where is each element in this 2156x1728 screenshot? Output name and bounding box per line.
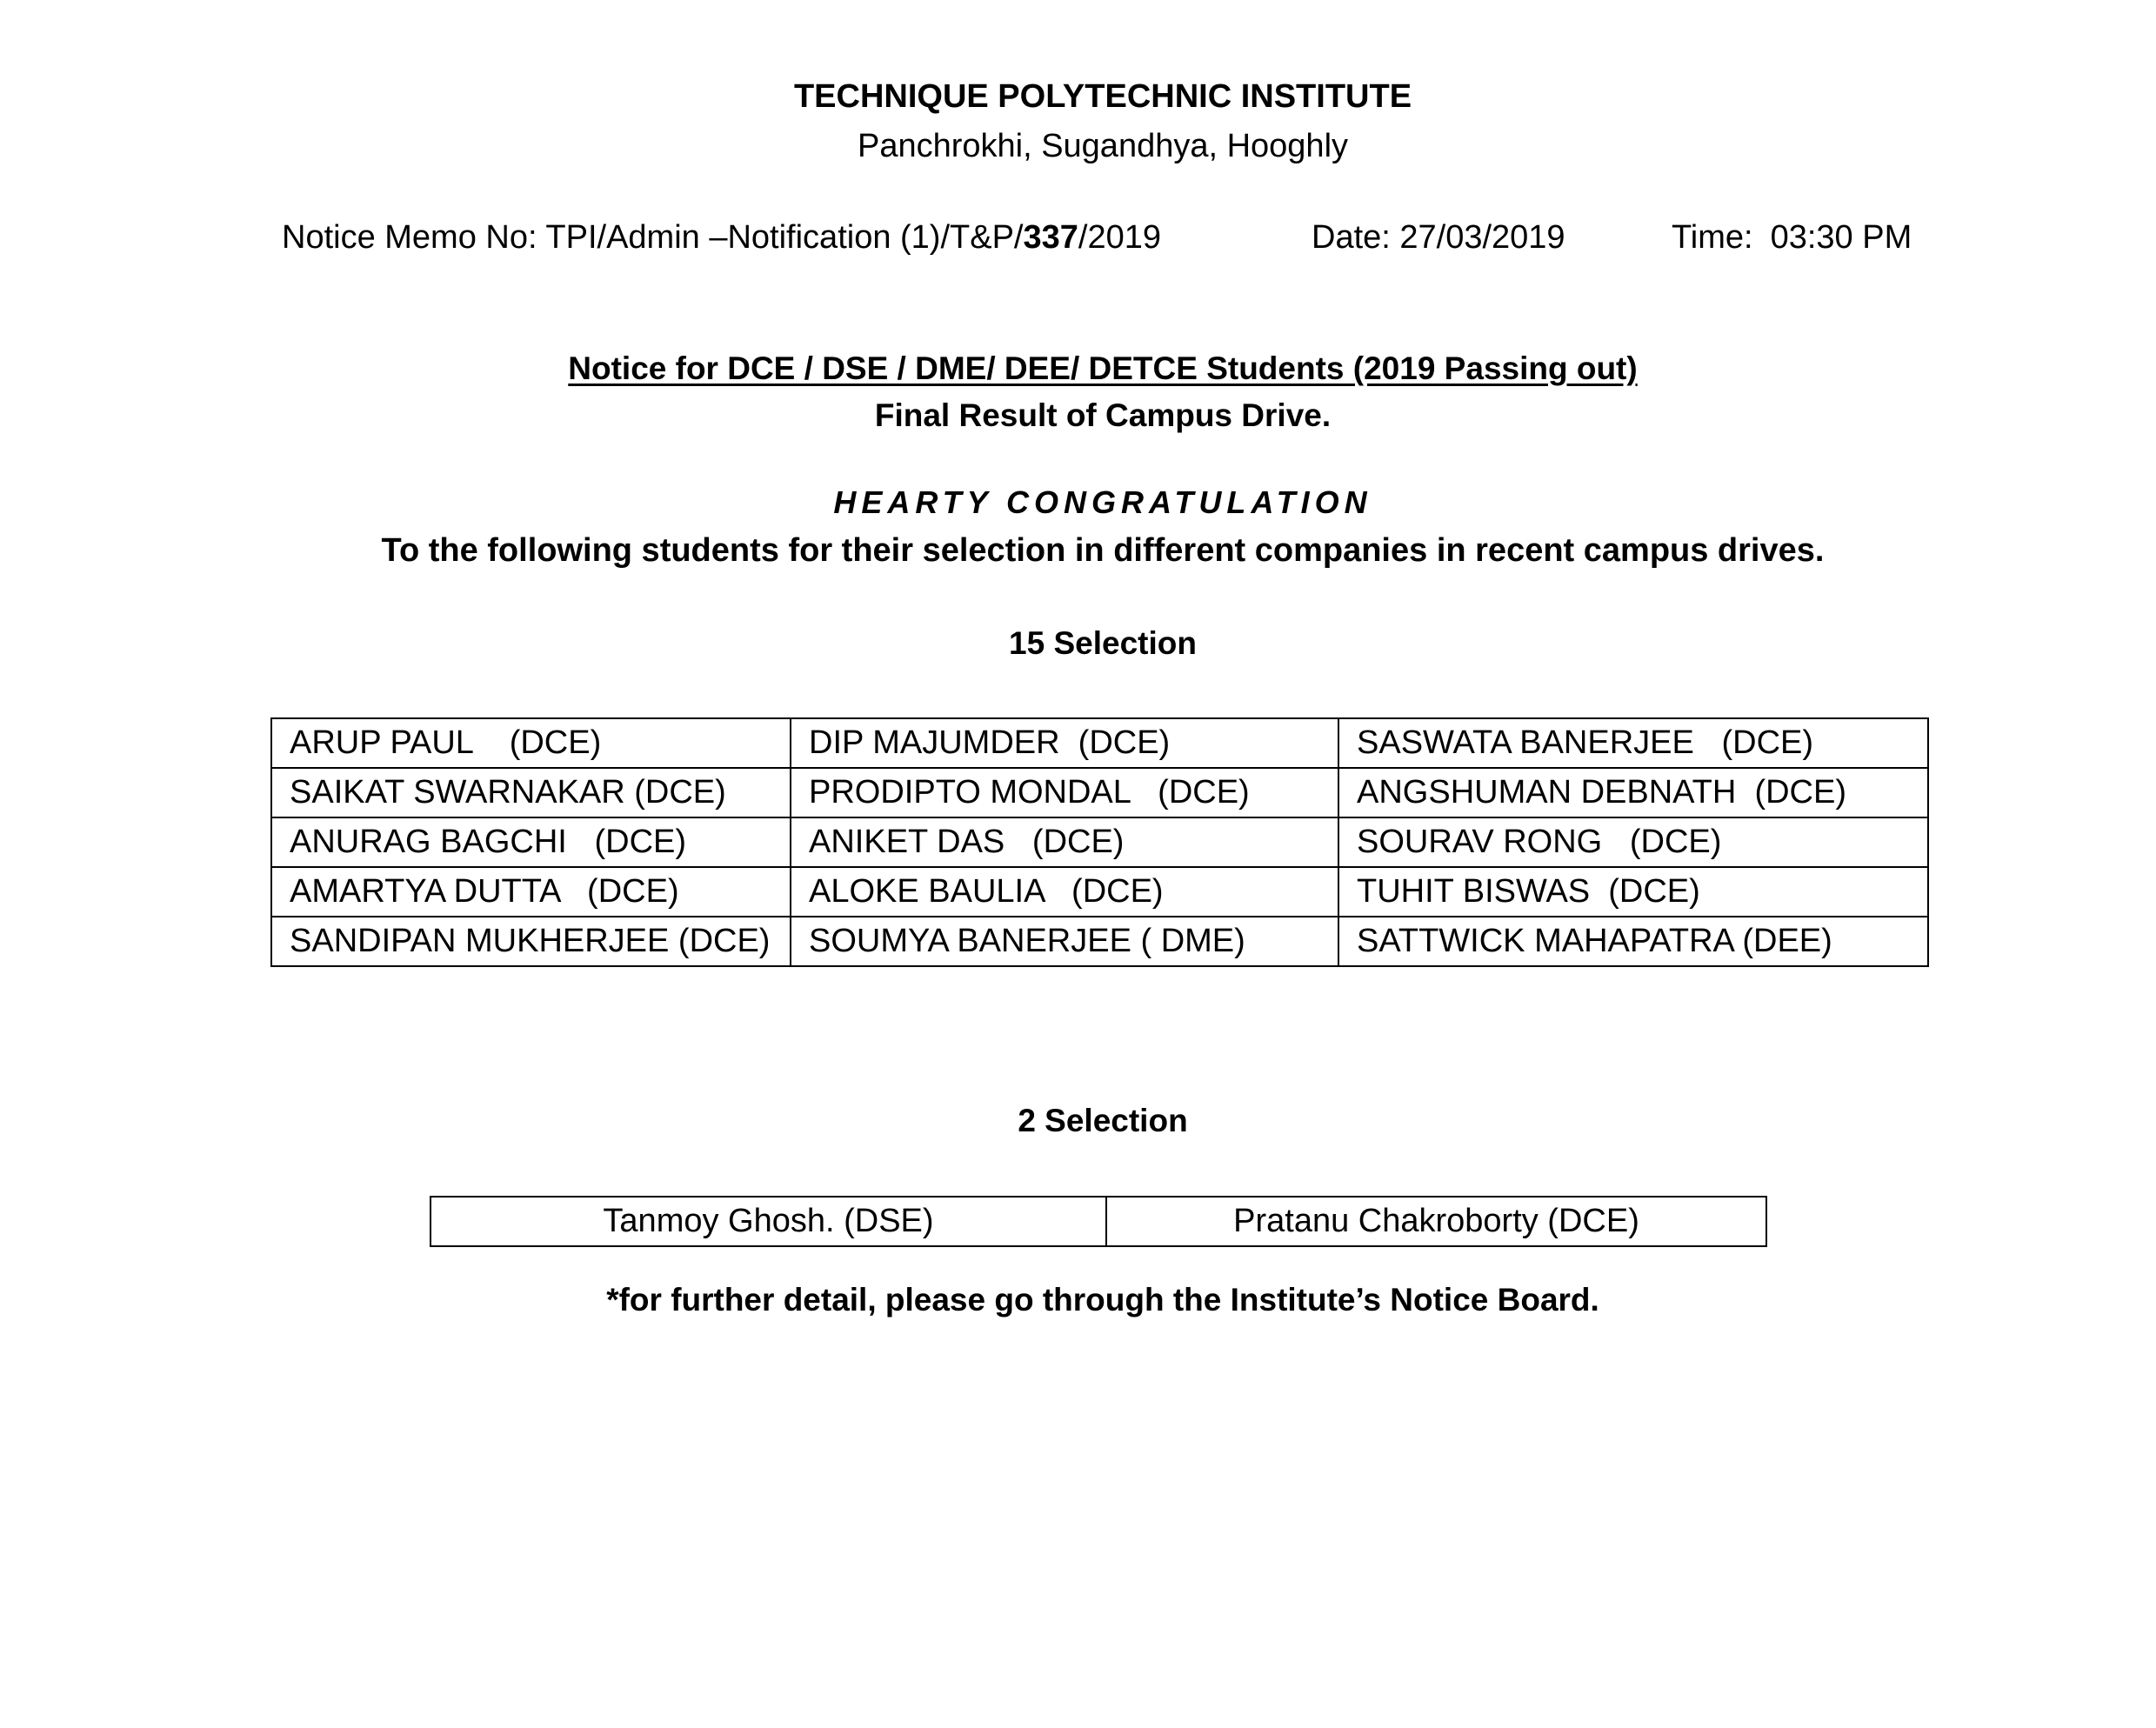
table-row [271,718,1928,768]
table-row [271,917,1928,966]
student-cell: PRODIPTO MONDAL (DCE) [791,768,1338,817]
student-cell: DIP MAJUMDER (DCE) [791,718,1338,768]
student-cell: SATTWICK MAHAPATRA (DEE) [1338,917,1928,966]
student-cell: AMARTYA DUTTA (DCE) [271,867,791,917]
table-row [271,817,1928,867]
institute-address: Panchrokhi, Sugandhya, Hooghly [857,128,1349,164]
congrats-line: To the following students for their selection in different companies in recent campus drives. [381,532,1825,569]
institute-name: TECHNIQUE POLYTECHNIC INSTITUTE [793,78,1412,115]
student-cell: Tanmoy Ghosh. (DSE) [431,1197,1106,1246]
student-cell: ANURAG BAGCHI (DCE) [271,817,791,867]
selection-2-table [430,1196,1767,1247]
student-cell: ALOKE BAULIA (DCE) [791,867,1338,917]
memo-prefix: Notice Memo No: TPI/Admin –Notification (1)/T&P/ [282,219,1024,256]
table-row [271,867,1928,917]
footer-note: *for further detail, please go through the Institute’s Notice Board. [606,1282,1599,1318]
student-cell: ANIKET DAS (DCE) [791,817,1338,867]
student-cell: Pratanu Chakroborty (DCE) [1106,1197,1766,1246]
student-cell: ARUP PAUL (DCE) [271,718,791,768]
time-value: 03:30 PM [1770,219,1912,256]
memo-number-line [282,219,1161,257]
notice-heading-text: Notice for DCE / DSE / DME/ DEE/ DETCE Students (2019 Passing out) [568,350,1638,386]
student-cell: SASWATA BANERJEE (DCE) [1338,718,1928,768]
student-cell: ANGSHUMAN DEBNATH (DCE) [1338,768,1928,817]
student-cell: SAIKAT SWARNAKAR (DCE) [271,768,791,817]
memo-time [1672,219,1912,257]
hearty-congratulation: HEARTY CONGRATULATION [833,484,1372,520]
student-cell: SANDIPAN MUKHERJEE (DCE) [271,917,791,966]
selection-2-title: 2 Selection [1018,1103,1188,1138]
memo-suffix: /2019 [1078,219,1161,256]
memo-date: Date: 27/03/2019 [1312,219,1565,256]
table-row [431,1197,1766,1246]
selection-15-title: 15 Selection [1009,625,1197,661]
memo-number: 337 [1023,219,1078,256]
student-cell: SOURAV RONG (DCE) [1338,817,1928,867]
selection-15-table [270,717,1929,967]
time-label: Time: [1672,219,1753,256]
notice-heading [0,350,2156,387]
table-row [271,768,1928,817]
notice-subheading: Final Result of Campus Drive. [874,397,1332,433]
student-cell: TUHIT BISWAS (DCE) [1338,867,1928,917]
student-cell: SOUMYA BANERJEE ( DME) [791,917,1338,966]
